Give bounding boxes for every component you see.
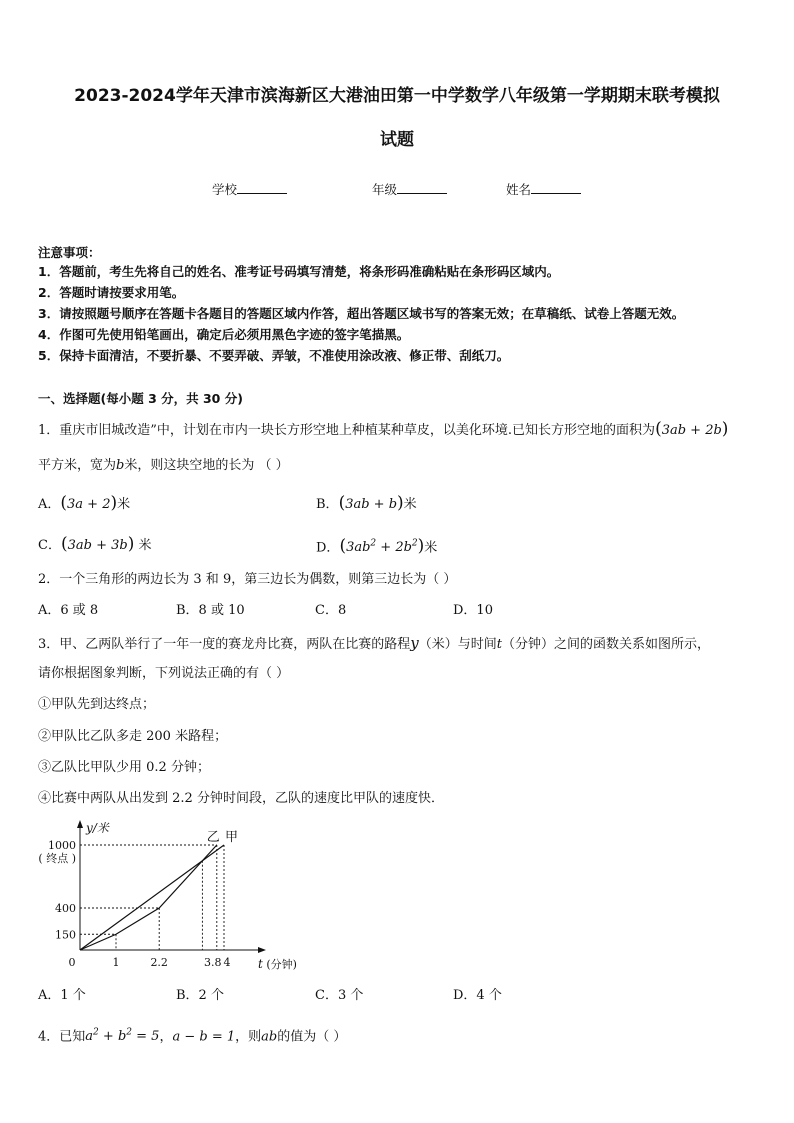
q3-option-d: D．4 个 — [453, 988, 502, 1003]
q2-stem: 2．一个三角形的两边长为 3 和 9，第三边长为偶数，则第三边长为（ ） — [38, 572, 457, 587]
school-blank — [237, 179, 287, 194]
y-tick-label: 400 — [55, 902, 76, 915]
q3-var-y: y — [410, 634, 419, 652]
q1-area-expr: (3ab + 2b) — [655, 419, 729, 439]
x-axis-label: t (分钟) — [258, 957, 297, 971]
race-graph — [30, 818, 310, 978]
q1-width-var: b — [116, 458, 125, 473]
q1-line1 — [38, 419, 728, 441]
school-field — [212, 179, 287, 200]
y-axis-label: y/米 — [86, 821, 109, 835]
q3-statement-1: ①甲队先到达终点； — [38, 697, 156, 712]
name-field — [506, 179, 581, 200]
q3-option-b: B．2 个 — [176, 988, 224, 1003]
note-item: 3．请按照题号顺序在答题卡各题目的答题区域内作答，超出答题区域书写的答案无效；在草稿纸、试卷上答题无效。 — [38, 306, 685, 321]
q3-statement-3: ③乙队比甲队少用 0.2 分钟； — [38, 760, 210, 775]
section-title: 一、选择题(每小题 3 分，共 30 分) — [38, 391, 243, 406]
name-label: 姓名 — [506, 182, 532, 197]
note-item: 1．答题前，考生先将自己的姓名、准考证号码填写清楚，将条形码准确粘贴在条形码区域内。 — [38, 264, 560, 279]
q3-line2: 请你根据图象判断，下列说法正确的有（ ） — [38, 666, 290, 681]
q1-option-d: D．$(3ab^2 + 2b^2)$米 — [316, 536, 438, 557]
x-tick-label: 1 — [112, 956, 120, 969]
series-label: 乙 — [206, 830, 220, 845]
q1-option-c: C．(3ab + 3b) 米 — [38, 534, 152, 554]
exam-title-line2: 试题 — [380, 130, 414, 150]
q2-option-b: B．8 或 10 — [176, 603, 245, 618]
q3-statement-4: ④比赛中两队从出发到 2.2 分钟时间段，乙队的速度比甲队的速度快． — [38, 791, 444, 806]
name-blank — [531, 179, 581, 194]
school-label: 学校 — [212, 182, 238, 197]
q3-line1: 3．甲、乙两队举行了一年一度的赛龙舟比赛，两队在比赛的路程y（米）与时间t（分钟）之间的函数关系如图所示， — [38, 634, 711, 652]
note-item: 4．作图可先使用铅笔画出，确定后必须用黑色字迹的签字笔描黑。 — [38, 327, 410, 342]
q1-option-b: B．(3ab + b)米 — [316, 493, 417, 513]
q3-var-t: t — [496, 637, 503, 652]
origin-label: 0 — [68, 956, 76, 969]
q3-option-c: C．3 个 — [315, 988, 364, 1003]
end-note: ( 终点 ) — [38, 852, 76, 865]
y-tick-label: 150 — [55, 928, 76, 942]
x-axis-arrow — [258, 947, 266, 953]
exam-title: 2023-2024学年天津市滨海新区大港油田第一中学数学八年级第一学期期末联考模拟 — [74, 86, 720, 106]
q1-stem: 1．重庆市旧城改造”中，计划在市内一块长方形空地上种植某种草皮，以美化环境.已知长方形空地的面积为 — [38, 423, 656, 438]
q2-option-a: A．6 或 8 — [38, 603, 99, 618]
q3-statement-2: ②甲队比乙队多走 200 米路程； — [38, 729, 228, 744]
q4-stem: 4．已知$a^2 + b^2 = 5$，a − b = 1，则ab的值为（ ） — [38, 1028, 347, 1045]
grade-label: 年级 — [372, 182, 398, 197]
q1-option-a: A．(3a + 2)米 — [38, 493, 131, 513]
note-item: 5．保持卡面清洁，不要折暴、不要弄破、弄皱，不准使用涂改液、修正带、刮纸刀。 — [38, 348, 510, 363]
q1-line2: 平方米，宽为b米，则这块空地的长为 （ ） — [38, 458, 289, 473]
q3-option-a: A．1 个 — [38, 988, 86, 1003]
q2-option-c: C．8 — [315, 603, 347, 618]
y-tick-label: 1000 — [48, 839, 76, 852]
note-item: 2．答题时请按要求用笔。 — [38, 285, 185, 300]
q2-option-d: D．10 — [453, 603, 493, 618]
notes-heading: 注意事项： — [38, 245, 101, 260]
x-tick-label: 3.8 — [204, 956, 222, 969]
grade-blank — [397, 179, 447, 194]
grade-field — [372, 179, 447, 200]
series-label: 甲 — [225, 830, 239, 845]
y-axis-arrow — [77, 820, 83, 828]
x-tick-label: 2.2 — [150, 956, 168, 969]
x-tick-label: 4 — [223, 956, 231, 969]
